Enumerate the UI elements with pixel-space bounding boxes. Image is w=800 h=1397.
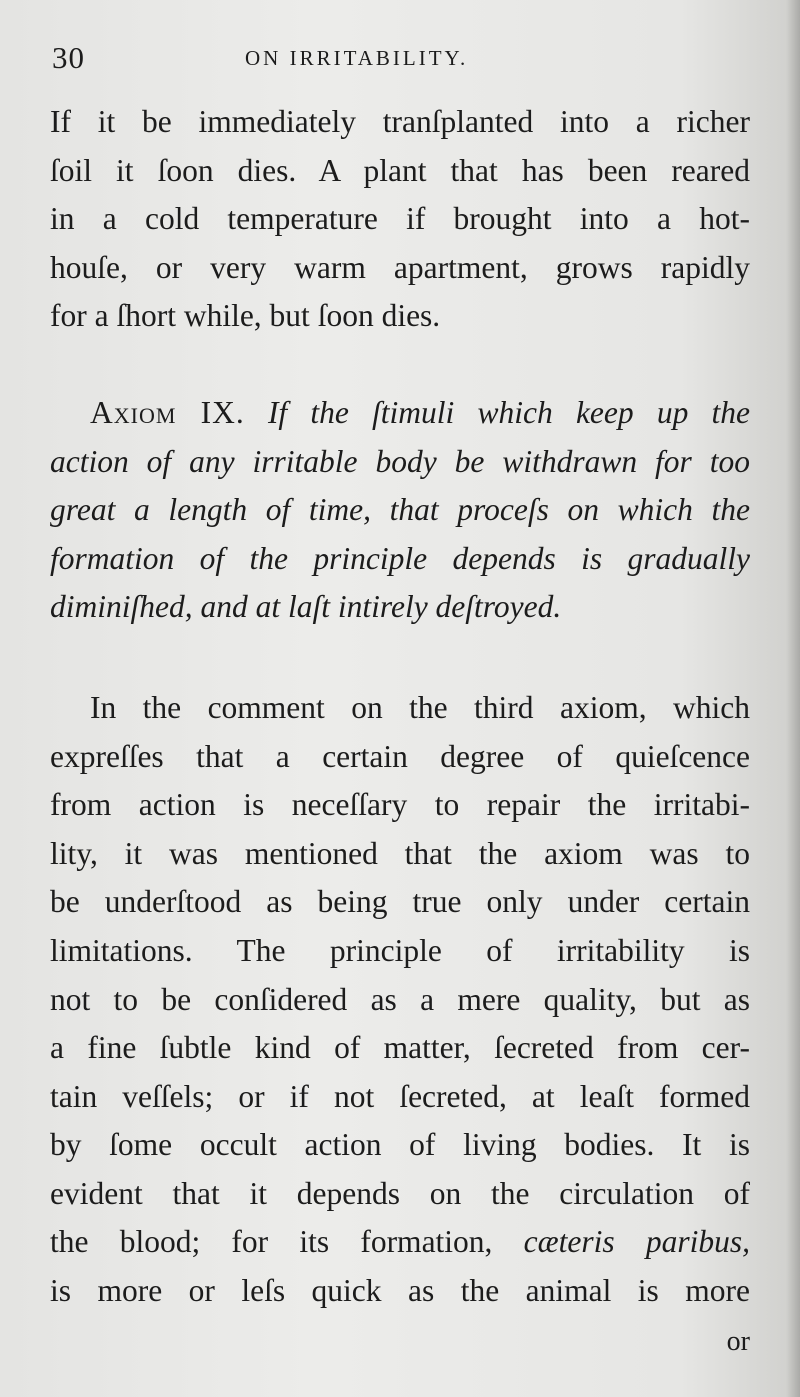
text-line: In the comment on the third axiom, which	[90, 689, 750, 725]
text-line: in a cold temperature if brought into a hot-	[50, 201, 750, 237]
text-line: If it be immediately tranſplanted into a richer	[50, 104, 750, 139]
axiom-label: Axiom IX.	[90, 394, 245, 430]
text-line: not to be conſidered as a mere quality, but as	[50, 981, 750, 1017]
text-line: houſe, or very warm apartment, grows rapidly	[50, 249, 750, 285]
text-line: a fine ſubtle kind of matter, ſecreted from cer-	[50, 1030, 750, 1066]
axiom-text: If the ſtimuli which keep up the	[267, 394, 751, 430]
text-line: limitations. The principle of irritability is	[50, 932, 750, 968]
text-line-mixed	[50, 1218, 750, 1267]
latin-phrase: cæteris paribus,	[523, 1224, 751, 1260]
text-line: lity, it was mentioned that the axiom was to	[50, 835, 750, 871]
text-line: evident that it depends on the circulation of	[50, 1175, 750, 1211]
axiom-line: great a length of time, that proceſs on which the	[50, 492, 750, 528]
running-head: ON IRRITABILITY.	[245, 46, 469, 70]
paragraph-gap	[50, 341, 750, 389]
text-line: by ſome occult action of living bodies. It is	[50, 1127, 750, 1163]
text-line: expreſſes that a certain degree of quieſcence	[50, 738, 750, 774]
text-line: is more or leſs quick as the animal is more	[50, 1273, 750, 1309]
text-line: for a ſhort while, but ſoon dies.	[50, 298, 441, 334]
page-header	[52, 40, 748, 80]
paragraph-1	[50, 98, 750, 341]
paragraph-2	[50, 684, 750, 1316]
axiom-line: diminiſhed, and at laſt intirely deſtroyed.	[50, 589, 562, 625]
text-line: from action is neceſſary to repair the irritabi-	[50, 787, 750, 823]
text-line: ſoil it ſoon dies. A plant that has been reared	[50, 152, 750, 188]
axiom-line: formation of the principle depends is gradually	[50, 540, 750, 576]
axiom-ix	[50, 389, 750, 632]
catchword: or	[726, 1326, 750, 1357]
axiom-first-line	[50, 389, 750, 438]
page-number: 30	[52, 40, 85, 75]
text-run: the blood; for its formation,	[50, 1224, 493, 1260]
body-text	[50, 98, 750, 1316]
axiom-line: action of any irritable body be withdrawn for too	[50, 443, 750, 479]
text-line: be underſtood as being true only under certain	[50, 884, 750, 920]
paragraph-gap	[50, 632, 750, 684]
text-line: tain veſſels; or if not ſecreted, at leaſt formed	[50, 1078, 750, 1114]
